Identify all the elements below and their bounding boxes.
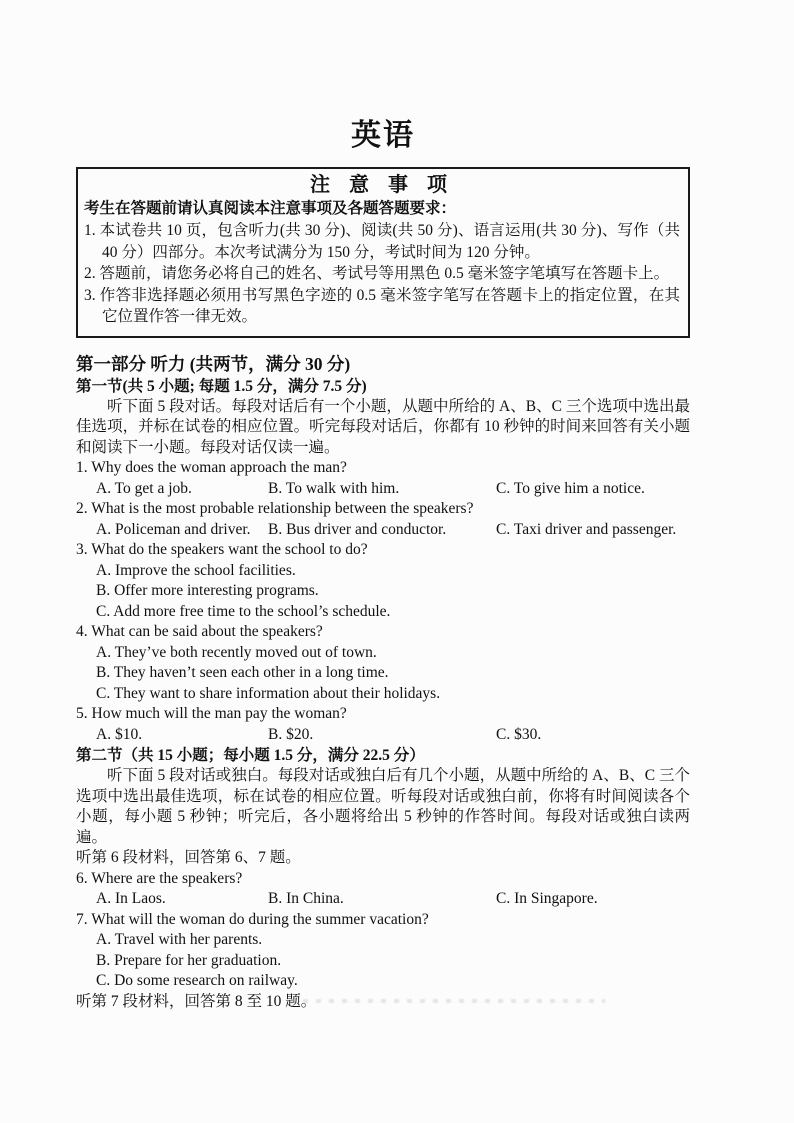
option-c: C. In Singapore. bbox=[496, 890, 598, 907]
option-b: B. $20. bbox=[268, 725, 314, 743]
question-2 bbox=[76, 499, 690, 540]
option-c: C. $30. bbox=[496, 725, 542, 743]
option-c: C. They want to share information about their holidays. bbox=[96, 684, 441, 702]
option-b: B. In China. bbox=[268, 890, 344, 907]
question-text: What is the most probable relationship between the speakers? bbox=[91, 500, 474, 517]
question-number: 4. bbox=[76, 623, 88, 640]
question-number: 2. bbox=[76, 500, 88, 517]
section1-instructions: 听下面 5 段对话。每段对话后有一个小题，从题中所给的 A、B、C 三个选项中选出最佳选项，并标在试卷的相应位置。听完每段对话后，你都有 10 秒钟的时间来回答有关小题和阅读下一小题。每段对话仅读一遍。 bbox=[76, 397, 690, 456]
option-a: A. They’ve both recently moved out of town. bbox=[96, 643, 377, 661]
option-a: A. Policeman and driver. bbox=[96, 520, 251, 538]
question-5 bbox=[76, 704, 690, 745]
notice-item: 2. 答题前，请您务必将自己的姓名、考试号等用黑色 0.5 毫米签字笔填写在答题卡上。 bbox=[84, 265, 670, 282]
option-a: A. Improve the school facilities. bbox=[96, 561, 296, 579]
question-3 bbox=[76, 540, 690, 622]
question-text: What do the speakers want the school to do? bbox=[91, 541, 368, 558]
section2-heading: 第二节（共 15 小题；每小题 1.5 分，满分 22.5 分） bbox=[76, 747, 425, 764]
option-a: A. Travel with her parents. bbox=[96, 931, 263, 948]
option-c: C. Add more free time to the school’s schedule. bbox=[96, 602, 391, 620]
material-note-7: 听第 7 段材料，回答第 8 至 10 题。 bbox=[76, 992, 317, 1010]
page-title: 英语 bbox=[351, 119, 415, 152]
notice-item: 3. 作答非选择题必须用书写黑色字迹的 0.5 毫米签字笔写在答题卡上的指定位置，在其它位置作答一律无效。 bbox=[84, 286, 680, 325]
notice-heading: 注 意 事 项 bbox=[310, 174, 454, 196]
section2-instructions: 听下面 5 段对话或独白。每段对话或独白后有几个小题，从题中所给的 A、B、C 三个选项中选出最佳选项，标在试卷的相应位置。听每段对话或独白前，你将有时间阅读各个小题，每小题 5 秒钟；听完后，各小题将给出 5 秒钟的作答时间。每段对话或独白读两遍。 bbox=[76, 767, 690, 846]
question-7 bbox=[76, 910, 690, 992]
option-b: B. They haven’t seen each other in a long time. bbox=[96, 664, 389, 681]
section1-heading: 第一节(共 5 小题; 每题 1.5 分，满分 7.5 分) bbox=[76, 377, 367, 395]
question-text: Where are the speakers? bbox=[91, 869, 243, 887]
question-text: What will the woman do during the summer vacation? bbox=[91, 910, 429, 928]
notice-intro: 考生在答题前请认真阅读本注意事项及各题答题要求： bbox=[84, 200, 457, 217]
option-b: B. To walk with him. bbox=[268, 479, 400, 497]
option-a: A. $10. bbox=[96, 725, 143, 743]
option-a: A. To get a job. bbox=[96, 479, 192, 497]
question-6 bbox=[76, 869, 690, 910]
question-number: 5. bbox=[76, 705, 88, 722]
question-number: 6. bbox=[76, 869, 88, 887]
question-text: Why does the woman approach the man? bbox=[91, 459, 347, 476]
question-number: 3. bbox=[76, 541, 88, 558]
notice-box bbox=[76, 167, 690, 338]
scan-artifact-line bbox=[290, 999, 605, 1003]
option-c: C. Do some research on railway. bbox=[96, 972, 298, 989]
option-c: C. To give him a notice. bbox=[496, 479, 645, 497]
option-b: B. Offer more interesting programs. bbox=[96, 582, 319, 599]
material-note-6: 听第 6 段材料，回答第 6、7 题。 bbox=[76, 849, 301, 866]
option-a: A. In Laos. bbox=[96, 890, 166, 907]
notice-item: 1. 本试卷共 10 页，包含听力(共 30 分)、阅读(共 50 分)、语言运用(共 30 分)、写作（共 40 分）四部分。本次考试满分为 150 分，考试时间为 120 分钟。 bbox=[84, 222, 680, 261]
question-1 bbox=[76, 458, 690, 499]
option-b: B. Bus driver and conductor. bbox=[268, 520, 447, 538]
option-c: C. Taxi driver and passenger. bbox=[496, 520, 677, 538]
question-4 bbox=[76, 622, 690, 704]
question-text: How much will the man pay the woman? bbox=[91, 705, 347, 722]
option-b: B. Prepare for her graduation. bbox=[96, 951, 282, 969]
question-text: What can be said about the speakers? bbox=[91, 623, 323, 640]
question-number: 7. bbox=[76, 910, 88, 928]
part1-heading: 第一部分 听力 (共两节，满分 30 分) bbox=[76, 353, 351, 374]
exam-content bbox=[76, 116, 690, 1012]
question-number: 1. bbox=[76, 459, 88, 476]
